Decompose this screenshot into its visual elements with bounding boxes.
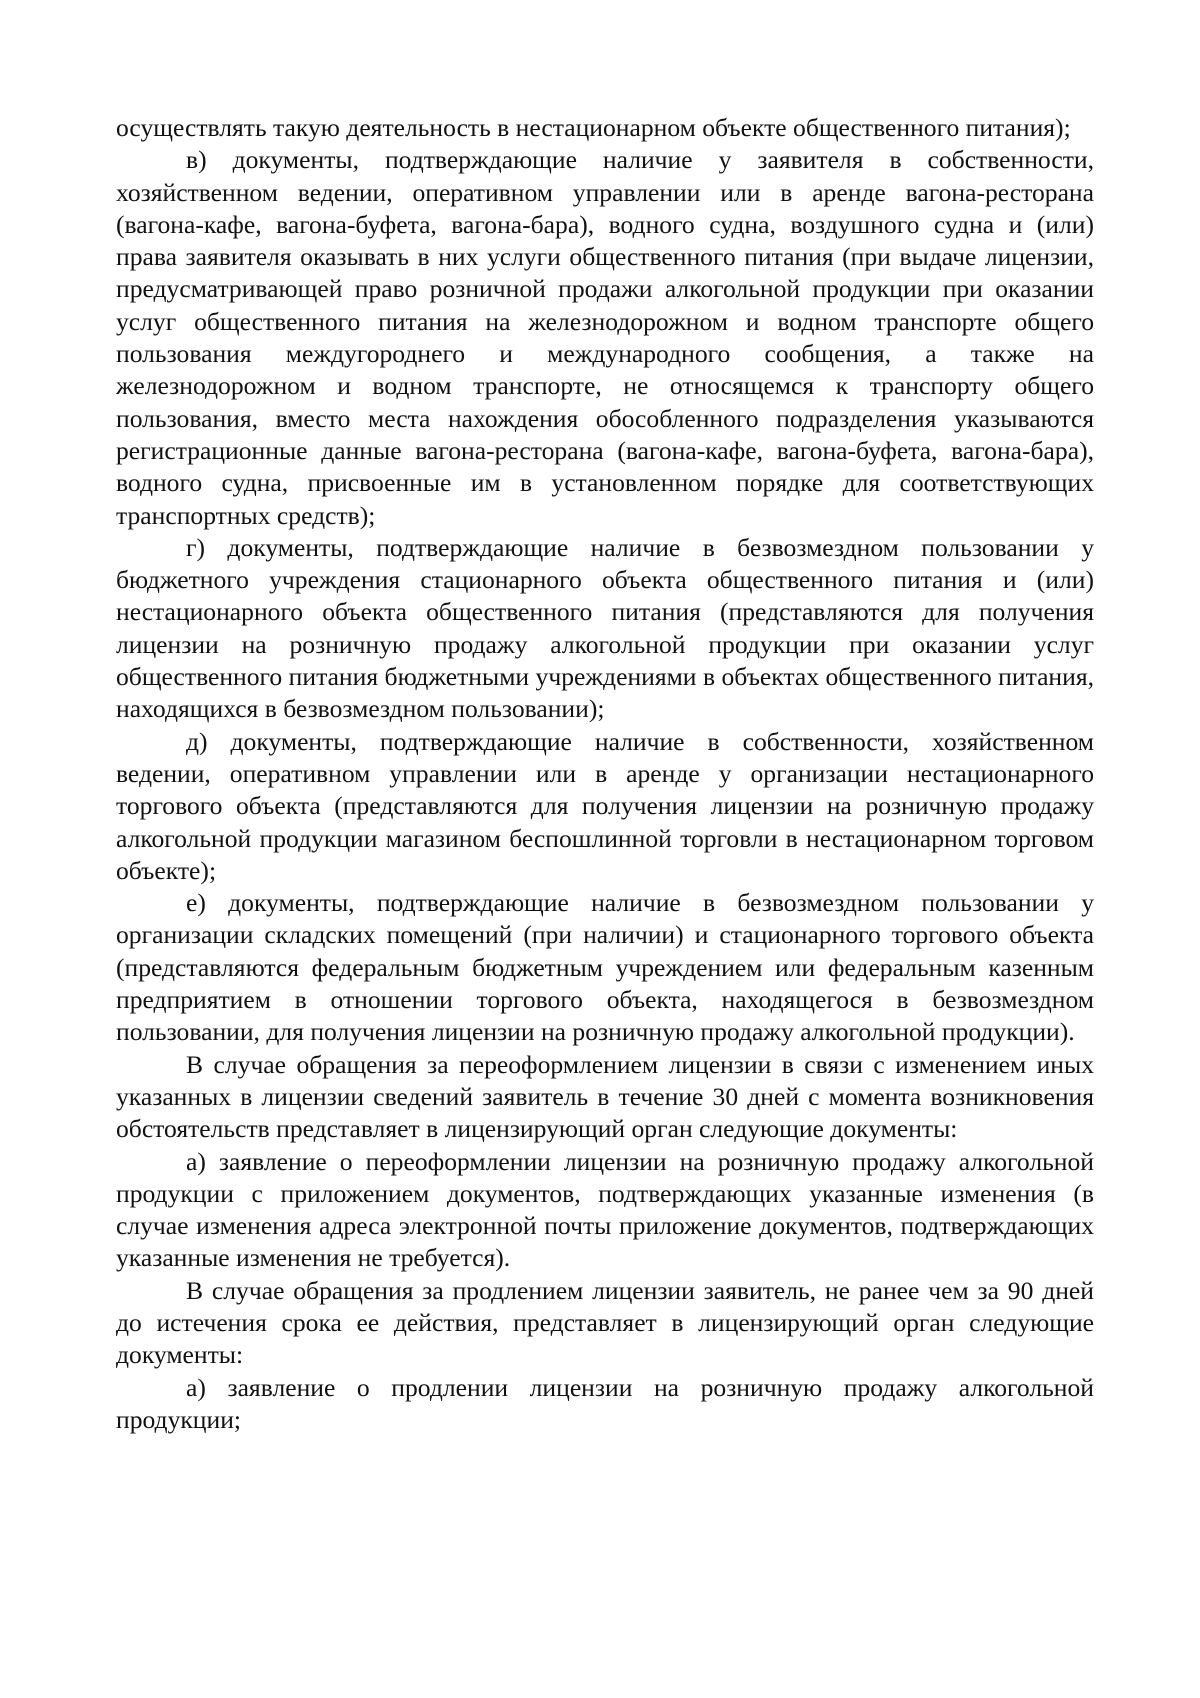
paragraph-item-e: е) документы, подтверждающие наличие в безвозмездном пользовании у организации складских помещений (при наличии) и стационарного торгового объекта (представляются федеральным бюджетным учреждением или федеральным казенным предприятием в отношении торгового объекта, находящегося в безвозмездном пользовании, для получения лицензии на розничную продажу алкогольной продукции). bbox=[116, 888, 1094, 1047]
paragraph-reissue-item-a: а) заявление о переоформлении лицензии на розничную продажу алкогольной продукции с приложением документов, подтверждающих указанные изменения (в случае изменения адреса электронной почты приложение документов, подтверждающих указанные изменения не требуется). bbox=[116, 1146, 1094, 1273]
paragraph-item-d: д) документы, подтверждающие наличие в собственности, хозяйственном ведении, оперативном управлении или в аренде у организации нестационарного торгового объекта (представляются для получения лицензии на розничную продажу алкогольной продукции магазином беспошлинной торговли в нестационарном торговом объекте); bbox=[116, 726, 1094, 885]
paragraph-extension-intro: В случае обращения за продлением лицензии заявитель, не ранее чем за 90 дней до истечения срока ее действия, представляет в лицензирующий орган следующие документы: bbox=[116, 1275, 1094, 1370]
paragraph-extension-item-a: а) заявление о продлении лицензии на розничную продажу алкогольной продукции; bbox=[116, 1372, 1094, 1434]
paragraph-continuation: осуществлять такую деятельность в нестационарном объекте общественного питания); bbox=[116, 113, 1071, 142]
paragraph-item-v: в) документы, подтверждающие наличие у заявителя в собственности, хозяйственном ведении, оперативном управлении или в аренде вагона-ресторана (вагона-кафе, вагона-буфета, вагона-бара), водного судна, воздушного судна и (или) права заявителя оказывать в них услуги общественного питания (при выдаче лицензии, предусматривающей право розничной продажи алкогольной продукции при оказании услуг общественного питания на железнодорожном и водном транспорте общего пользования междугороднего и международного сообщения, а также на железнодорожном и водном транспорте, не относящемся к транспорту общего пользования, вместо места нахождения обособленного подразделения указываются регистрационные данные вагона-ресторана (вагона-кафе, вагона-буфета, вагона-бара), водного судна, присвоенные им в установленном порядке для соответствующих транспортных средств); bbox=[116, 145, 1094, 530]
paragraph-item-g: г) документы, подтверждающие наличие в безвозмездном пользовании у бюджетного учреждения стационарного объекта общественного питания и (или) нестационарного объекта общественного питания (представляются для получения лицензии на розничную продажу алкогольной продукции при оказании услуг общественного питания бюджетными учреждениями в объектах общественного питания, находящихся в безвозмездном пользовании); bbox=[116, 532, 1094, 724]
document-page bbox=[116, 112, 1094, 1436]
paragraph-reissue-intro: В случае обращения за переоформлением лицензии в связи с изменением иных указанных в лицензии сведений заявитель в течение 30 дней с момента возникновения обстоятельств представляет в лицензирующий орган следующие документы: bbox=[116, 1049, 1094, 1144]
